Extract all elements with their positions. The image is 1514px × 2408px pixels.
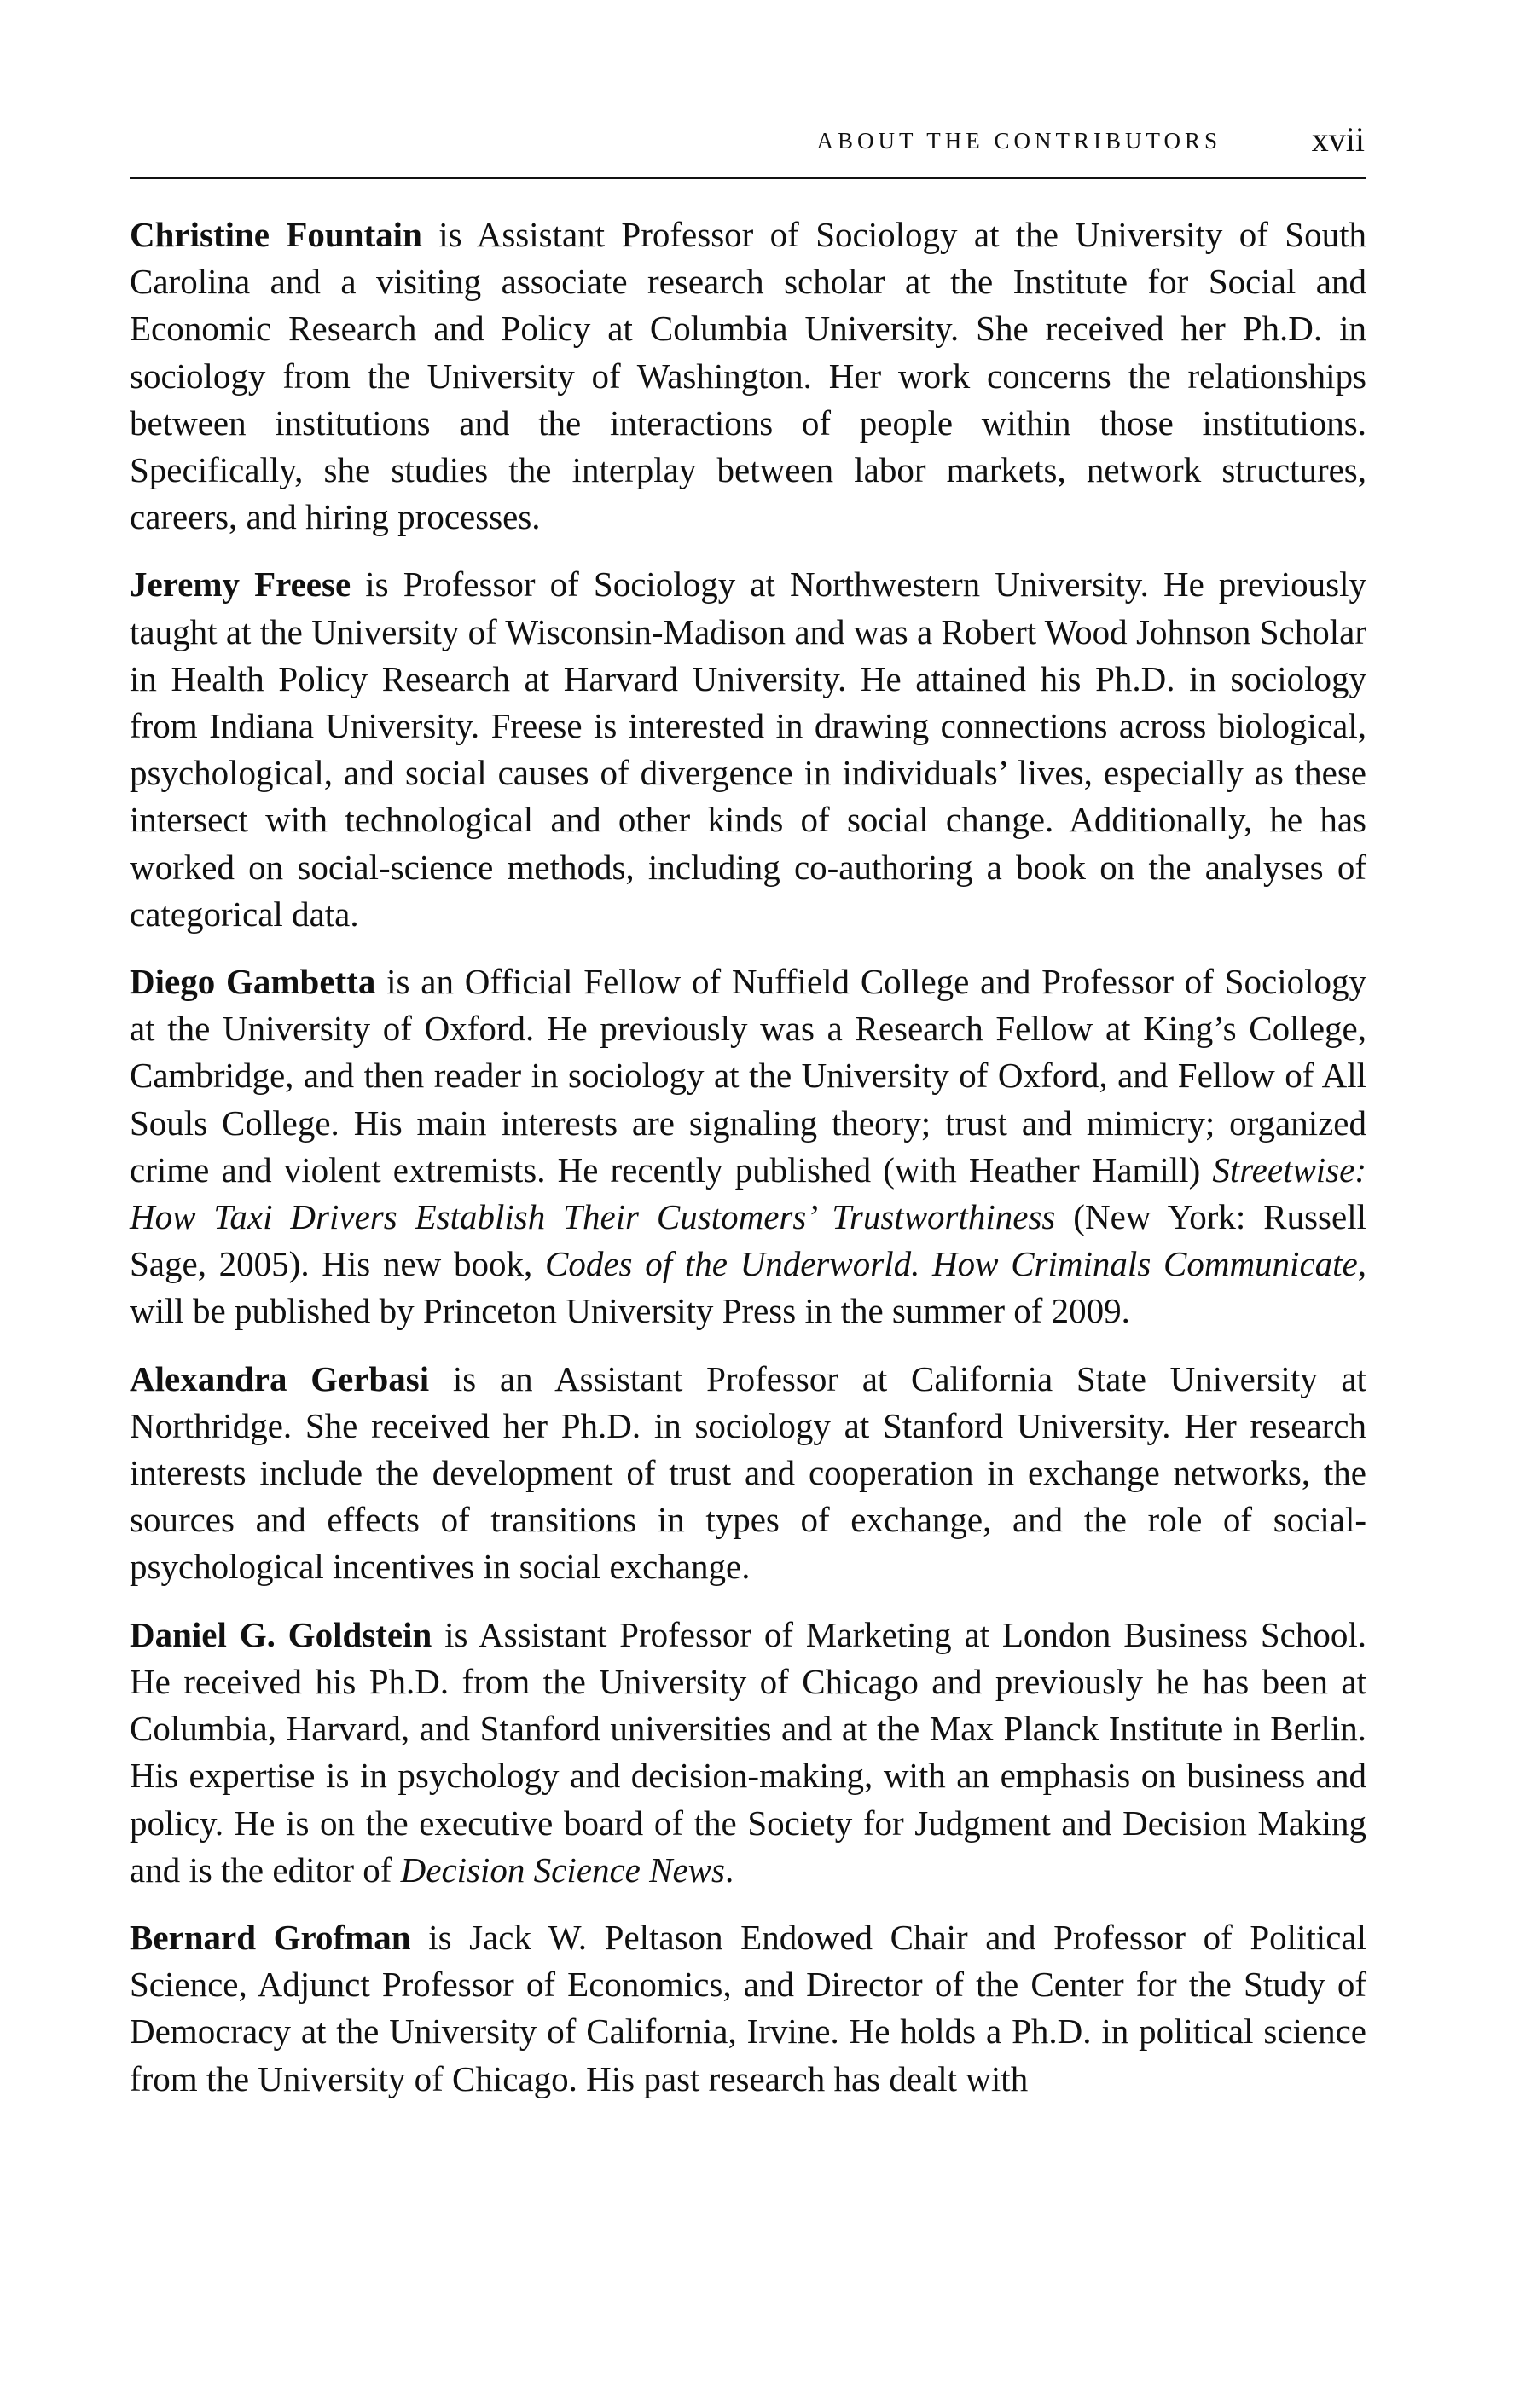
contributor-name: Alexandra Gerbasi <box>130 1358 430 1398</box>
header-rule <box>130 177 1366 179</box>
contributor-entry-freese <box>130 561 1366 938</box>
contributor-entry-grofman <box>130 1914 1366 2103</box>
contributor-bio: is an Assistant Professor at California State University at Northridge. She received her Ph.D. in sociology at Stanford University. Her research interests include the development of trust and cooperation in exchange networks, the sources and effects of transitions in types of exchange, and the role of social-psychological incentives in social exchange. <box>130 1358 1367 1587</box>
contributor-bio: is Assistant Professor of Sociology at the University of South Carolina and a visiting associate research scholar at the Institute for Social and Economic Research and Policy at Columbia University. She received her Ph.D. in sociology from the University of Washington. Her work concerns the relationships between institutions and the interactions of people within those institutions. Specifically, she studies the interplay between labor markets, network structures, careers, and hiring processes. <box>130 215 1366 537</box>
book-title-codes-of-the-underworld: Codes of the Underworld. How Criminals Communicate <box>544 1244 1358 1284</box>
page-number: xvii <box>1311 120 1365 159</box>
contributor-bio: is an Official Fellow of Nuffield College and Professor of Sociology at the University of Oxford. He previously was a Research Fellow at King’s College, Cambridge, and then reader in sociology at the University of Oxford, and Fellow of All Souls College. His main interests are signaling theory; trust and mimicry; organized crime and violent extremists. He recently published (with Heather Hamill) <box>130 962 1366 1190</box>
contributor-name: Christine Fountain <box>130 215 422 254</box>
contributor-name: Diego Gambetta <box>130 962 376 1002</box>
contributor-bio: is Assistant Professor of Marketing at London Business School. He received his Ph.D. from the University of Chicago and previously he has been at Columbia, Harvard, and Stanford universities and at the Max Planck Institute in Berlin. His expertise is in psychology and decision-making, with an emphasis on business and policy. He is on the executive board of the Society for Judgment and Decision Making and is the editor of <box>130 1614 1366 1890</box>
contributor-bio-cont: , will be published by Princeton University Press in the summer of 2009. <box>130 1244 1366 1331</box>
contributor-entry-fountain <box>130 211 1366 541</box>
contributor-entry-goldstein <box>130 1612 1366 1894</box>
running-head <box>130 121 1366 172</box>
book-title-streetwise: Streetwise: How Taxi Drivers Establish Their Customers’ Trustworthiness <box>130 1149 1366 1237</box>
contributor-bio-cont: (New York: Russell Sage, 2005). His new book, <box>130 1197 1366 1284</box>
contributors-list <box>130 211 1366 2123</box>
publication-title-decision-science-news: Decision Science News <box>400 1849 725 1890</box>
contributor-entry-gambetta <box>130 958 1366 1335</box>
contributor-entry-gerbasi <box>130 1356 1366 1591</box>
contributor-name: Bernard Grofman <box>130 1917 411 1957</box>
contributor-bio: is Jack W. Peltason Endowed Chair and Professor of Political Science, Adjunct Professor of Economics, and Director of the Center for the Study of Democracy at the University of California, Irvine. He holds a Ph.D. in political science from the University of Chicago. His past research has dealt with <box>130 1917 1366 2098</box>
running-head-title: ABOUT THE CONTRIBUTORS <box>816 128 1221 153</box>
contributor-name: Daniel G. Goldstein <box>130 1614 432 1654</box>
contributor-bio: is Professor of Sociology at Northwestern University. He previously taught at the University of Wisconsin-Madison and was a Robert Wood Johnson Scholar in Health Policy Research at Harvard University. He attained his Ph.D. in sociology from Indiana University. Freese is interested in drawing connections across biological, psychological, and social causes of divergence in individuals’ lives, especially as these intersect with technological and other kinds of social change. Additionally, he has worked on social-science methods, including co-authoring a book on the analyses of categorical data. <box>130 564 1366 934</box>
contributor-name: Jeremy Freese <box>130 564 351 605</box>
contributor-bio-cont: . <box>724 1849 734 1890</box>
